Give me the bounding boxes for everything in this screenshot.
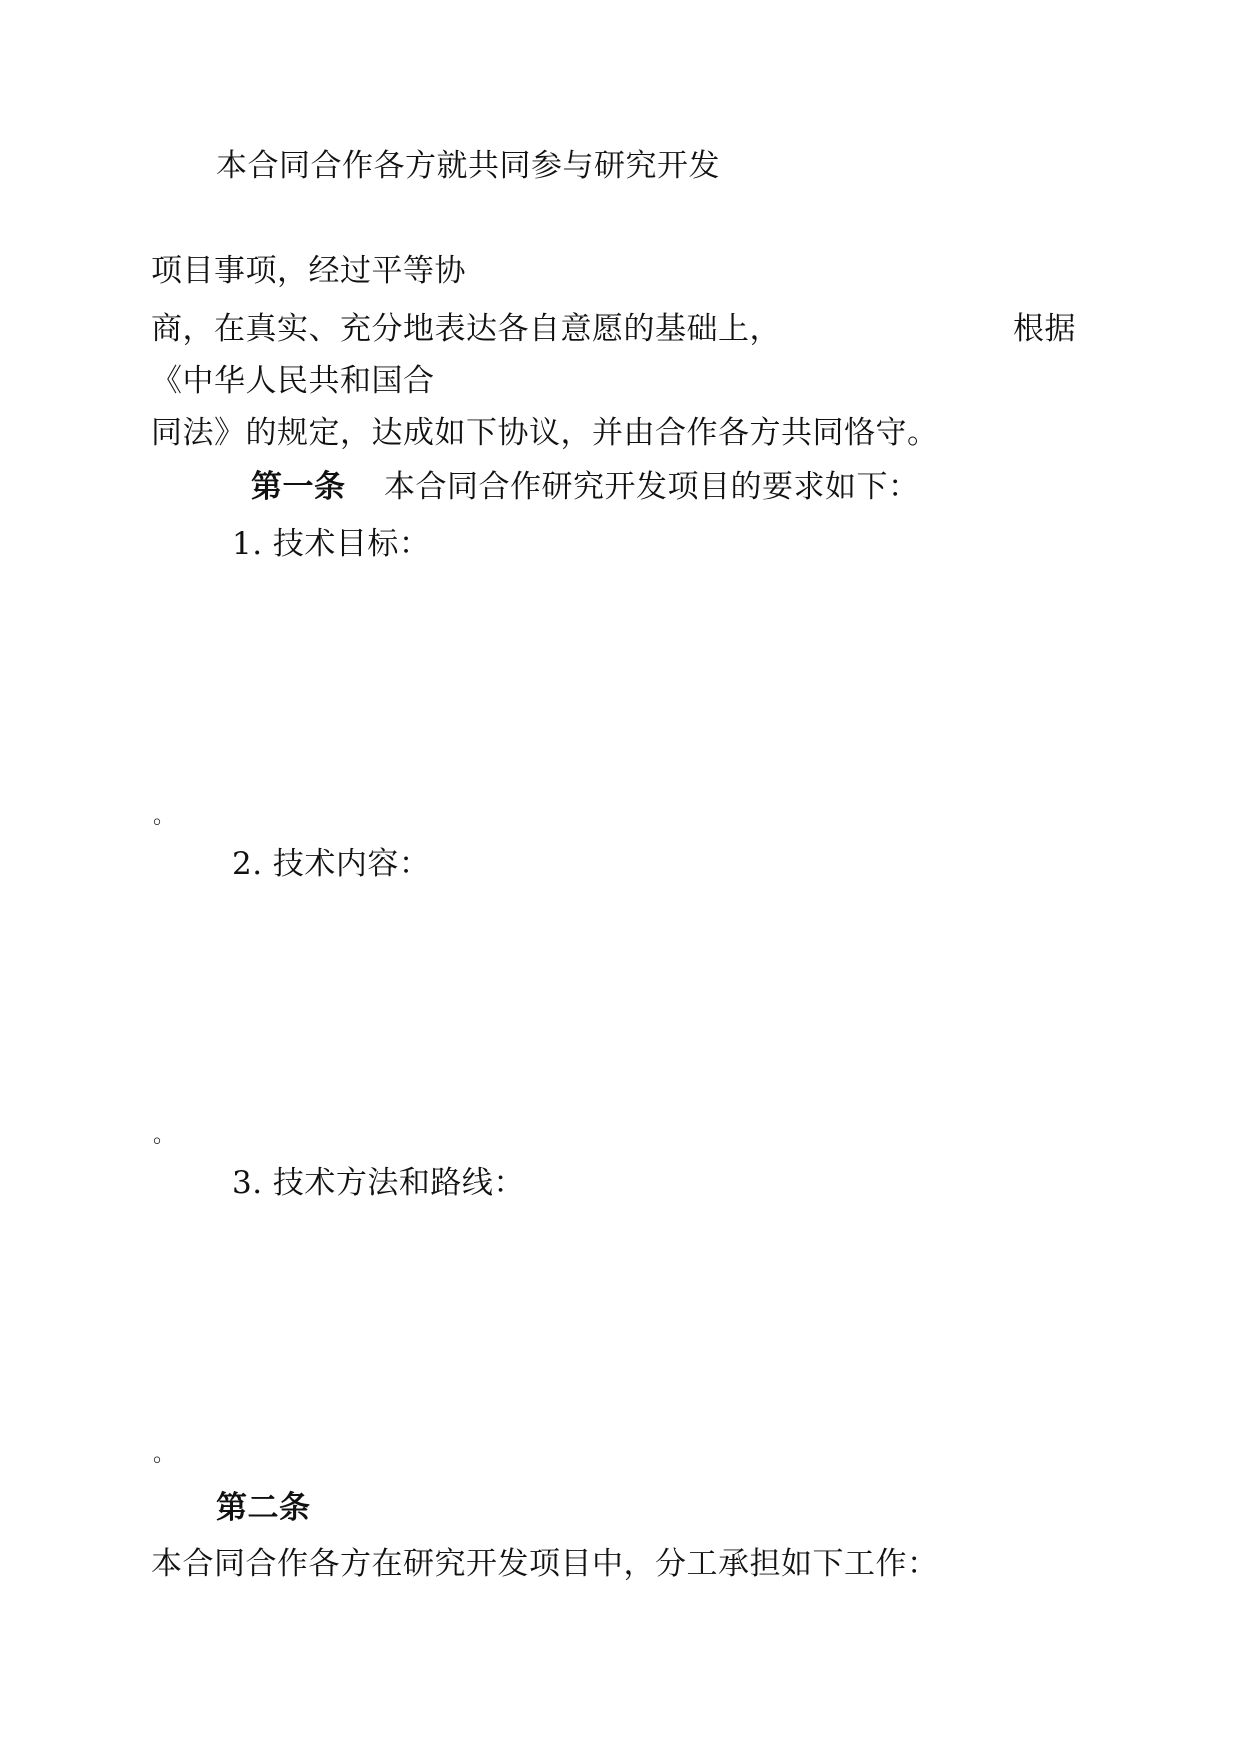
intro-line-3-left: 商，在真实、充分地表达各自意愿的基础上， <box>151 311 781 347</box>
intro-line-3-right: 根据 <box>1013 311 1076 347</box>
article-1-item-3-end-mark: 。 <box>153 1442 176 1467</box>
article-1-heading: 第一条 <box>251 469 346 505</box>
article-2-heading: 第二条 <box>216 1490 311 1526</box>
intro-line-1: 本合同合作各方就共同参与研究开发 <box>216 148 720 184</box>
intro-line-2: 项目事项，经过平等协 <box>151 253 466 289</box>
article-1-item-2-label: 2. 技术内容： <box>232 846 431 882</box>
article-1-item-3-label: 3. 技术方法和路线： <box>232 1165 525 1201</box>
article-2-text: 本合同合作各方在研究开发项目中，分工承担如下工作： <box>151 1546 939 1582</box>
article-1-item-1-end-mark: 。 <box>153 804 176 829</box>
article-1-item-2-end-mark: 。 <box>153 1123 176 1148</box>
intro-line-4: 《中华人民共和国合 <box>151 363 435 399</box>
intro-line-5: 同法》的规定，达成如下协议，并由合作各方共同恪守。 <box>151 415 939 451</box>
article-1-text: 本合同合作研究开发项目的要求如下： <box>384 469 920 505</box>
article-1-item-1-label: 1. 技术目标： <box>232 526 431 562</box>
